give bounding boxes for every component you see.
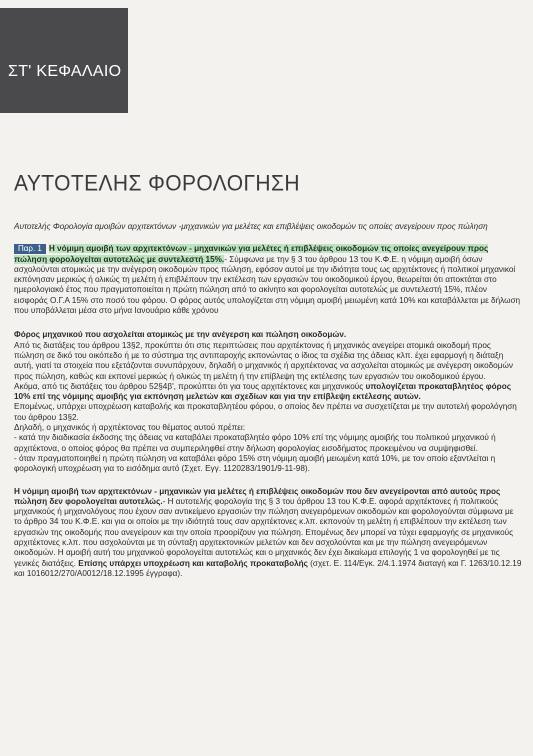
section-text: Ακόμα, από τις διατάξεις του άρθρου 52§4β', προκύπτει ότι για τους αρχιτέκτονες και μηχανικούς (14, 381, 364, 391)
reference-text: (σχετ. Ε. 114/Εγκ. 2/4.1.1974 διαταγή και Γ. 1263/10.12.19 και 1016012/270/Α0012/18.12.1995 έγγραφα). (14, 558, 522, 578)
section-bold-text: υπολογίζεται προκαταβλητέος φόρος 10% επί της νόμιμης αμοιβής για εκπόνηση μελετών και σχεδίων και για την επίβλεψη εκτέλεσης αυτών. (14, 381, 511, 402)
section-engineer-tax (14, 330, 522, 474)
section-heading: Η νόμιμη αμοιβή των αρχιτεκτόνων - μηχανικών για μελέτες ή επιβλέψεις οικοδομών που δεν ανεγείρονται από αυτούς προς πώληση δεν φορολογείται αυτοτελώς. (14, 486, 501, 506)
bullet-item: - όταν πραγματοποιηθεί η πρώτη πώληση να καταβάλει φόρο 15% στη νόμιμη αμοιβή μειωμένη κατά 10%, με τον οποίο εξαντλείται η φορολογική υποχρέωση για το εισόδημα αυτό (Σχετ. Εγγ. 1120283/1901/9-11-98). (14, 453, 496, 474)
section-paragraph (14, 382, 522, 403)
section-paragraph: Επομένως, υπάρχει υποχρέωση καταβολής και προκαταβλητέου φόρου, ο οποίος δεν πρέπει να συσχετίζεται με την αυτοτελή φορολόγηση του άρθρου 13§2. (14, 402, 517, 422)
document-body (14, 222, 522, 591)
section-non-autonomous (14, 487, 522, 580)
paragraph-1-text: - Σύμφωνα με την § 3 του άρθρου 13 του Κ.Φ.Ε. η νόμιμη αμοιβή όσων ασχολούνται ατομικώς με την ανέγερση οικοδομών προς πώληση, εφόσον αυτοί με την ιδιότητα τους ως αρχιτέκτονες ή πολιτικοί μηχανικοί εκπόνησαν μερικώς ή ολικώς τη μελέτη ή επιβλέπουν την εκτέλεση των εργασιών του οικοδομικού έργου, θεωρείται ότι αποκτάται στο ημερολογιακό έτος που πραγματοποιείται η πρώτη πώληση από το ακίνητο και φορολογείται αυτοτελώς με συντελεστή 15%, πλέον εισφοράς Ο.Γ.Α 15% στο ποσό του φόρου. Ο φόρος αυτός υπολογίζεται στη νόμιμη αμοιβή μειωμένη κατά 10% και καταβάλλεται με δήλωση που υποβάλλεται μέσα στο μήνα Ιανουάριο κάθε χρόνου (14, 254, 521, 316)
chapter-box (0, 8, 128, 113)
highlighted-rule: Η νόμιμη αμοιβή των αρχιτεκτόνων - μηχανικών για μελέτες ή επιβλέψεις οικοδομών τις οποίες ανεγείρουν προς πώληση φορολογείται αυτοτελώς με συντελεστή 15%. (14, 244, 489, 264)
section-text: - Η αυτοτελής φορολογία της § 3 του άρθρου 13 του Κ.Φ.Ε. αφορά αρχιτέκτονες ή πολιτικούς μηχανικούς ή μηχανολόγους που έχουν σαν αντικείμενο εργασιών την πώληση ανεγειρόμενων οικοδομών και φορολογούνται σύμφωνα με το άρθρο 34 του Κ.Φ.Ε. και για οι οποίοι με την ιδιότητά τους σαν αρχιτέκτονες κ.λπ. εκπονούν τη μελέτη ή επιβλέπουν την εκτέλεση των εργασιών της οικοδομής που ανεγείρουν και την οποία προορίζουν για πώληση. Επομένως δεν μπορεί να τύχει εφαρμογής σε μηχανικούς αρχιτέκτονες κ.λπ. που ασχολούνται με τη σύνταξη αρχιτεκτονικών μελετών και δεν ασχολούνται και με την πώληση ανεγειρόμενων οικοδομών. Η αμοιβή αυτή του μηχανικού φορολογείται αυτοτελώς και ο μηχανικός δεν έχει δικαίωμα επιλογής 1 να φορολογηθεί με τις γενικές διατάξεις. (14, 496, 514, 568)
section-paragraph: Από τις διατάξεις του άρθρου 13§2, προκύπτει ότι στις περιπτώσεις που αρχιτέκτονας ή μηχανικός ανεγείρει ατομικά οικοδομή προς πώληση σε δικό του οικόπεδο ή με το σύστημα της αντιπαροχής εκπονώντας ο ίδιος τα σχέδια της άδειας κλπ. έχει εφαρμογή η διάταξη αυτή, γιατί τα στοιχεία που εξετάζονται συνυπάρχουν, δηλαδή ο μηχανικός ή αρχιτέκτονας να ασχολείται ατομικώς με ανέγερση οικοδομών προς πώληση, καθώς και εκπονεί μερικώς ή ολικώς τη μελέτη ή την επίβλεψη της εκτέλεσης των εργασιών του οικοδομικού έργου. (14, 340, 513, 381)
section-bold-text: Επίσης υπάρχει υποχρέωση και καταβολής προκαταβολής (78, 558, 308, 568)
section-paragraph: Δηλαδή, ο μηχανικός ή αρχιτέκτονας του θέματος αυτού πρέπει: (14, 423, 245, 433)
page-title: ΑΥΤΟΤΕΛΗΣ ΦΟΡΟΛΟΓΗΣΗ (14, 171, 300, 196)
paragraph-badge: Παρ. 1 (14, 244, 46, 254)
chapter-label: ΣΤ' ΚΕΦΑΛΑΙΟ (8, 63, 122, 80)
paragraph-1 (14, 244, 522, 316)
section-paragraph (14, 487, 522, 580)
intro-text: Αυτοτελής Φορολογία αμοιβών αρχιτεκτόνων -μηχανικών για μελέτες και επιβλέψεις οικοδομών τις οποίες ανεγείρουν προς πώληση (14, 222, 488, 231)
section-heading: Φόρος μηχανικού που ασχολείται ατομικώς με την ανέγερση και πώληση οικοδομών. (14, 330, 347, 340)
bullet-item: - κατά την διαδικασία έκδοσης της άδειας να καταβάλει προκαταβλητέο φόρο 10% επί της νόμιμης αμοιβής του πολιτικού μηχανικού ή αρχιτέκτονα, ο οποίος φόρος θα πρέπει να συμπεριληφθεί στην δήλωση φορολογίας εισοδήματος προκειμένου να συμψηφισθεί. (14, 433, 496, 453)
